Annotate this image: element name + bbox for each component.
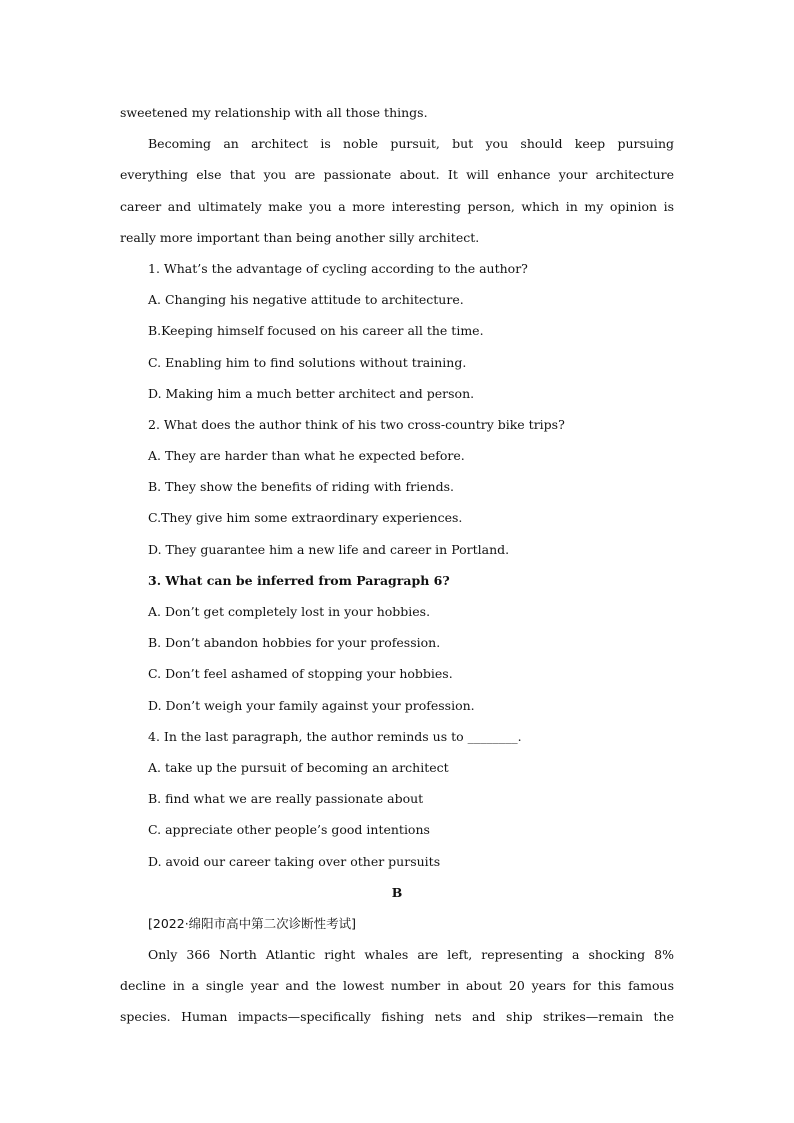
answer-option: C. Don’t feel ashamed of stopping your hobbies. xyxy=(148,666,453,682)
answer-option: A. They are harder than what he expected before. xyxy=(148,448,465,464)
answer-option: A. Don’t get completely lost in your hobbies. xyxy=(148,604,431,619)
answer-option: B. They show the benefits of riding with friends. xyxy=(148,479,454,495)
question-stem: 2. What does the author think of his two cross-country bike trips? xyxy=(148,416,565,432)
question-2 xyxy=(120,412,674,568)
answer-option: C.They give him some extraordinary experiences. xyxy=(148,510,463,526)
paragraph-line: really more important than being another silly architect. xyxy=(120,229,480,245)
answer-option: D. Making him a much better architect and person. xyxy=(148,385,475,401)
question-1 xyxy=(120,256,674,412)
paragraph-line: decline in a single year and the lowest number in about 20 years for this famous xyxy=(120,978,674,994)
question-3 xyxy=(120,568,674,724)
question-4 xyxy=(120,724,674,880)
paragraph-tail: sweetened my relationship with all those things. xyxy=(120,105,428,120)
paragraph-line: career and ultimately make you a more interesting person, which in my opinion is xyxy=(120,198,674,214)
conclusion-paragraph xyxy=(120,131,674,256)
answer-option: C. Enabling him to find solutions without training. xyxy=(148,354,467,370)
question-stem: 1. What’s the advantage of cycling according to the author? xyxy=(148,260,528,276)
answer-option: A. Changing his negative attitude to architecture. xyxy=(148,292,464,308)
passage-b-paragraph xyxy=(120,942,674,1036)
paragraph-line: Becoming an architect is noble pursuit, but you should keep pursuing xyxy=(148,136,674,152)
paragraph-line: species. Human impacts—specifically fishing nets and ship strikes—remain the xyxy=(120,1009,674,1025)
answer-option: A. take up the pursuit of becoming an architect xyxy=(148,759,449,775)
question-stem: 3. What can be inferred from Paragraph 6? xyxy=(148,572,450,588)
paragraph-line: Only 366 North Atlantic right whales are left, representing a shocking 8% xyxy=(148,947,674,963)
answer-option: C. appreciate other people’s good intentions xyxy=(148,822,430,838)
question-stem: 4. In the last paragraph, the author reminds us to ________. xyxy=(148,728,522,744)
answer-option: D. Don’t weigh your family against your profession. xyxy=(148,697,475,713)
section-label: B xyxy=(391,884,403,900)
answer-option: B.Keeping himself focused on his career all the time. xyxy=(148,323,484,339)
paragraph-line: everything else that you are passionate about. It will enhance your architecture xyxy=(120,167,674,183)
source-citation: [2022·绵阳市高中第二次诊断性考试] xyxy=(148,915,357,931)
answer-option: D. They guarantee him a new life and career in Portland. xyxy=(148,541,510,557)
answer-option: B. find what we are really passionate about xyxy=(148,791,424,807)
answer-option: B. Don’t abandon hobbies for your profession. xyxy=(148,635,441,651)
answer-option: D. avoid our career taking over other pursuits xyxy=(148,853,441,869)
document-page xyxy=(120,100,674,1036)
